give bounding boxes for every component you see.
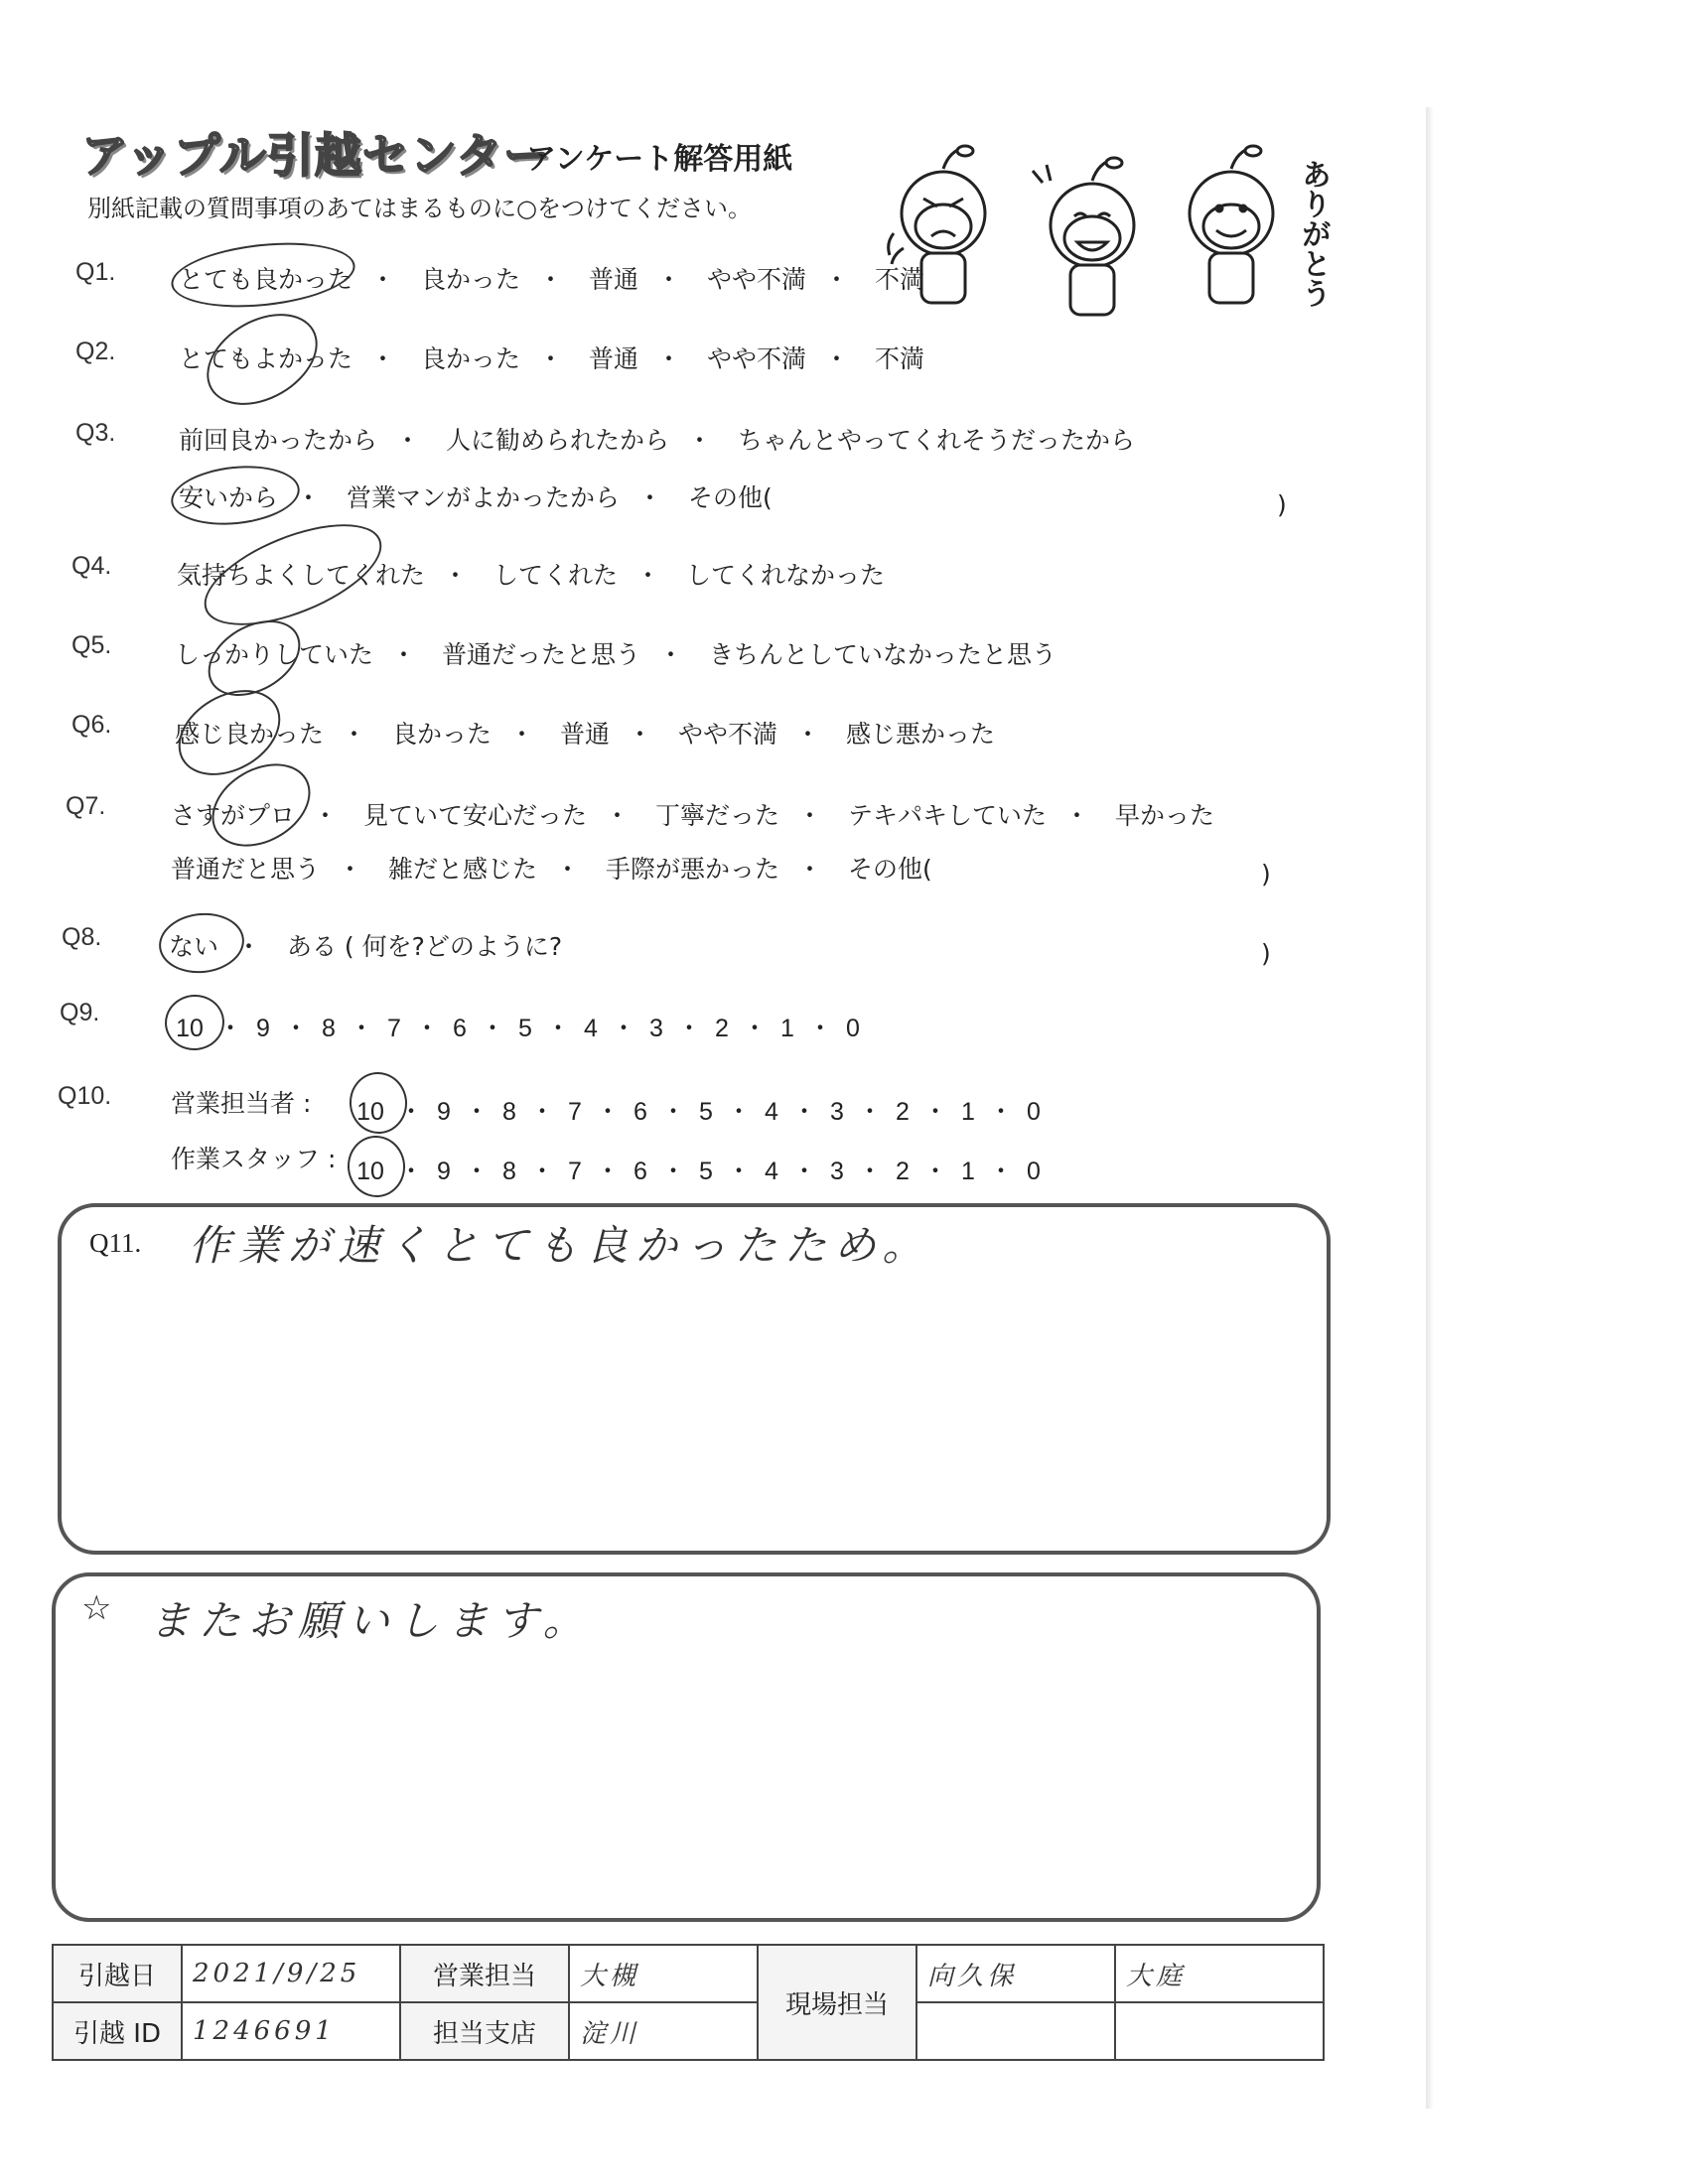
q3-option-good-salesperson[interactable]: 営業マンがよかったから bbox=[346, 483, 620, 512]
site-staff-value-1[interactable]: 向久保 bbox=[916, 1945, 1115, 2002]
q10-sales-option-2[interactable]: 2 bbox=[896, 1098, 910, 1126]
q1-option-very-good[interactable]: とても良かった bbox=[179, 265, 353, 294]
q3-option-recommended[interactable]: 人に勧められたから bbox=[445, 426, 669, 455]
q3-number: Q3. bbox=[75, 419, 116, 447]
q7-option-clumsy[interactable]: 手際が悪かった bbox=[605, 855, 779, 884]
move-date-label: 引越日 bbox=[53, 1945, 182, 2002]
q3-option-seemed-reliable[interactable]: ちゃんとやってくれそうだったから bbox=[737, 426, 1135, 455]
q8-option-some[interactable]: ある ( 何を?どのように? bbox=[286, 932, 563, 961]
q10-sales-option-4[interactable]: 4 bbox=[765, 1098, 778, 1126]
q10-staff-option-10[interactable]: 10 bbox=[356, 1158, 384, 1185]
q7-option-fast[interactable]: 早かった bbox=[1114, 801, 1214, 830]
move-id-value[interactable]: 1246691 bbox=[182, 2002, 400, 2060]
q3-option-other[interactable]: その他( bbox=[687, 483, 773, 512]
q9-option-2[interactable]: 2 bbox=[715, 1015, 729, 1042]
q10-sales-option-5[interactable]: 5 bbox=[699, 1098, 713, 1126]
q9-option-9[interactable]: 9 bbox=[256, 1015, 270, 1042]
q9-option-3[interactable]: 3 bbox=[649, 1015, 663, 1042]
q2-option-normal[interactable]: 普通 bbox=[588, 344, 638, 373]
q2-selection-circle bbox=[191, 295, 334, 423]
q4-options: 気持ちよくしてくれた ・ してくれた ・ してくれなかった bbox=[177, 561, 885, 590]
q1-option-good[interactable]: 良かった bbox=[420, 265, 520, 294]
q1-option-somewhat-unsatisfied[interactable]: やや不満 bbox=[706, 265, 806, 294]
q7-number: Q7. bbox=[66, 792, 106, 820]
instruction-text: 別紙記載の質問事項のあてはまるものに○をつけてください。 bbox=[87, 195, 752, 222]
q3-options-line1: 前回良かったから ・ 人に勧められたから ・ ちゃんとやってくれそうだったから bbox=[179, 426, 1135, 455]
q3-option-cheap[interactable]: 安いから bbox=[179, 483, 279, 512]
q2-option-unsatisfied[interactable]: 不満 bbox=[874, 344, 924, 373]
q2-options: とてもよかった ・ 良かった ・ 普通 ・ やや不満 ・ 不満 bbox=[179, 344, 924, 373]
q10-staff-scale: 10 ・ 9 ・ 8 ・ 7 ・ 6 ・ 5 ・ 4 ・ 3 ・ 2 ・ 1 ・ 0 bbox=[353, 1152, 1043, 1187]
q7-option-efficient[interactable]: テキパキしていた bbox=[847, 801, 1047, 830]
monkey-laughing-icon bbox=[1033, 158, 1134, 315]
q9-number: Q9. bbox=[60, 999, 100, 1026]
q1-option-unsatisfied[interactable]: 不満 bbox=[874, 265, 924, 294]
q9-option-5[interactable]: 5 bbox=[518, 1015, 532, 1042]
q7-option-normal[interactable]: 普通だと思う bbox=[171, 855, 321, 884]
move-id-label: 引越 ID bbox=[53, 2002, 182, 2060]
brand-logo: アップル引越センター bbox=[81, 129, 551, 184]
site-staff-empty-2[interactable] bbox=[1115, 2002, 1324, 2060]
comment-handwritten-text: またお願いします。 bbox=[149, 1596, 593, 1645]
move-date-value[interactable]: 2021/9/25 bbox=[182, 1945, 400, 2002]
q10-sales-option-6[interactable]: 6 bbox=[633, 1098, 647, 1126]
q10-staff-option-0[interactable]: 0 bbox=[1027, 1158, 1041, 1185]
q8-close-paren: ) bbox=[1261, 939, 1271, 968]
q9-option-10[interactable]: 10 bbox=[176, 1015, 204, 1042]
q9-option-4[interactable]: 4 bbox=[584, 1015, 598, 1042]
q10-staff-selection-circle bbox=[345, 1133, 408, 1200]
q5-option-not-proper[interactable]: きちんとしていなかったと思う bbox=[708, 640, 1056, 669]
q5-option-normal[interactable]: 普通だったと思う bbox=[441, 640, 640, 669]
q10-staff-label: 作業スタッフ : bbox=[171, 1145, 337, 1173]
star-icon: ☆ bbox=[81, 1588, 112, 1628]
page-edge bbox=[1426, 107, 1434, 2109]
q10-sales-option-10[interactable]: 10 bbox=[356, 1098, 384, 1126]
q2-option-good[interactable]: 良かった bbox=[420, 344, 520, 373]
q7-option-other[interactable]: その他( bbox=[847, 855, 932, 884]
q7-option-professional[interactable]: さすがプロ bbox=[171, 801, 296, 830]
q9-option-7[interactable]: 7 bbox=[387, 1015, 401, 1042]
q3-option-previous-good[interactable]: 前回良かったから bbox=[179, 426, 378, 455]
q10-sales-option-0[interactable]: 0 bbox=[1027, 1098, 1041, 1126]
q7-option-sloppy[interactable]: 雑だと感じた bbox=[387, 855, 537, 884]
q9-option-8[interactable]: 8 bbox=[322, 1015, 336, 1042]
q6-number: Q6. bbox=[71, 711, 112, 739]
q7-options-line1: さすがプロ ・ 見ていて安心だった ・ 丁寧だった ・ テキパキしていた ・ 早かった bbox=[171, 801, 1214, 830]
q7-other-close-paren: ) bbox=[1261, 860, 1271, 888]
q8-options: ない ・ ある ( 何を?どのように? bbox=[169, 932, 563, 961]
q6-option-unpleasant[interactable]: 感じ悪かった bbox=[845, 720, 995, 749]
q10-sales-option-7[interactable]: 7 bbox=[568, 1098, 582, 1126]
q8-selection-circle bbox=[156, 909, 247, 978]
q10-staff-option-8[interactable]: 8 bbox=[502, 1158, 516, 1185]
q6-option-normal[interactable]: 普通 bbox=[559, 720, 610, 749]
q4-option-did-not[interactable]: してくれなかった bbox=[685, 561, 885, 590]
q7-option-reassuring[interactable]: 見ていて安心だった bbox=[362, 801, 587, 830]
q10-staff-option-6[interactable]: 6 bbox=[633, 1158, 647, 1185]
q10-staff-option-4[interactable]: 4 bbox=[765, 1158, 778, 1185]
q4-option-pleasant[interactable]: 気持ちよくしてくれた bbox=[177, 561, 426, 590]
q7-options-line2: 普通だと思う ・ 雑だと感じた ・ 手際が悪かった ・ その他( bbox=[171, 855, 932, 884]
q11-handwritten-answer: 作業が速くとても良かったため。 bbox=[189, 1221, 932, 1270]
q4-number: Q4. bbox=[71, 552, 112, 580]
q9-option-1[interactable]: 1 bbox=[780, 1015, 794, 1042]
q8-option-none[interactable]: ない bbox=[169, 932, 219, 961]
form-title: アンケート解答用紙 bbox=[526, 142, 793, 177]
q10-staff-option-5[interactable]: 5 bbox=[699, 1158, 713, 1185]
q1-options: とても良かった ・ 良かった ・ 普通 ・ やや不満 ・ 不満 bbox=[179, 265, 924, 294]
monkey-mascots-illustration bbox=[874, 139, 1291, 318]
q6-option-pleasant[interactable]: 感じ良かった bbox=[175, 720, 325, 749]
q1-number: Q1. bbox=[75, 258, 116, 286]
q10-sales-option-9[interactable]: 9 bbox=[437, 1098, 451, 1126]
q10-staff-option-2[interactable]: 2 bbox=[896, 1158, 910, 1185]
site-staff-value-2[interactable]: 大庭 bbox=[1115, 1945, 1324, 2002]
branch-label: 担当支店 bbox=[400, 2002, 569, 2060]
sales-rep-value[interactable]: 大槻 bbox=[569, 1945, 758, 2002]
site-staff-label: 現場担当 bbox=[758, 1945, 916, 2060]
site-staff-empty-1[interactable] bbox=[916, 2002, 1115, 2060]
q10-number: Q10. bbox=[58, 1082, 112, 1110]
q10-sales-label: 営業担当者 : bbox=[171, 1089, 312, 1118]
q10-sales-option-1[interactable]: 1 bbox=[961, 1098, 975, 1126]
q10-sales-option-8[interactable]: 8 bbox=[502, 1098, 516, 1126]
q3-other-close-paren: ) bbox=[1277, 490, 1287, 519]
q2-option-somewhat-unsatisfied[interactable]: やや不満 bbox=[706, 344, 806, 373]
q10-staff-option-3[interactable]: 3 bbox=[830, 1158, 844, 1185]
q5-options: しっかりしていた ・ 普通だったと思う ・ きちんとしていなかったと思う bbox=[175, 640, 1056, 669]
q5-number: Q5. bbox=[71, 631, 112, 659]
sales-rep-label: 営業担当 bbox=[400, 1945, 569, 2002]
monkey-happy-icon bbox=[1190, 146, 1273, 303]
q3-selection-circle bbox=[168, 460, 302, 530]
q1-option-normal[interactable]: 普通 bbox=[588, 265, 638, 294]
q6-options: 感じ良かった ・ 良かった ・ 普通 ・ やや不満 ・ 感じ悪かった bbox=[175, 720, 995, 749]
q9-scale: 10 ・ 9 ・ 8 ・ 7 ・ 6 ・ 5 ・ 4 ・ 3 ・ 2 ・ 1 ・ 0 bbox=[173, 1009, 862, 1044]
branch-value[interactable]: 淀川 bbox=[569, 2002, 758, 2060]
q2-number: Q2. bbox=[75, 338, 116, 365]
q10-staff-option-7[interactable]: 7 bbox=[568, 1158, 582, 1185]
q7-option-careful[interactable]: 丁寧だった bbox=[654, 801, 779, 830]
thanks-text: ありがとう bbox=[1296, 159, 1331, 308]
q1-selection-circle bbox=[168, 234, 357, 315]
move-info-table bbox=[52, 1944, 1325, 2061]
q9-option-0[interactable]: 0 bbox=[846, 1015, 860, 1042]
q8-number: Q8. bbox=[62, 923, 102, 951]
q11-label: Q11. bbox=[89, 1228, 142, 1258]
q2-option-very-good[interactable]: とてもよかった bbox=[179, 344, 353, 373]
q5-option-solid[interactable]: しっかりしていた bbox=[175, 640, 374, 669]
q4-option-did[interactable]: してくれた bbox=[492, 561, 618, 590]
q10-staff-option-1[interactable]: 1 bbox=[961, 1158, 975, 1185]
q10-sales-option-3[interactable]: 3 bbox=[830, 1098, 844, 1126]
q3-options-line2: 安いから ・ 営業マンがよかったから ・ その他( bbox=[179, 483, 773, 512]
q4-selection-circle bbox=[191, 503, 394, 645]
q6-option-somewhat-unsatisfied[interactable]: やや不満 bbox=[677, 720, 777, 749]
q6-option-good[interactable]: 良かった bbox=[391, 720, 492, 749]
q9-option-6[interactable]: 6 bbox=[453, 1015, 467, 1042]
q10-staff-option-9[interactable]: 9 bbox=[437, 1158, 451, 1185]
q10-sales-scale: 10 ・ 9 ・ 8 ・ 7 ・ 6 ・ 5 ・ 4 ・ 3 ・ 2 ・ 1 ・ 0 bbox=[353, 1092, 1043, 1128]
